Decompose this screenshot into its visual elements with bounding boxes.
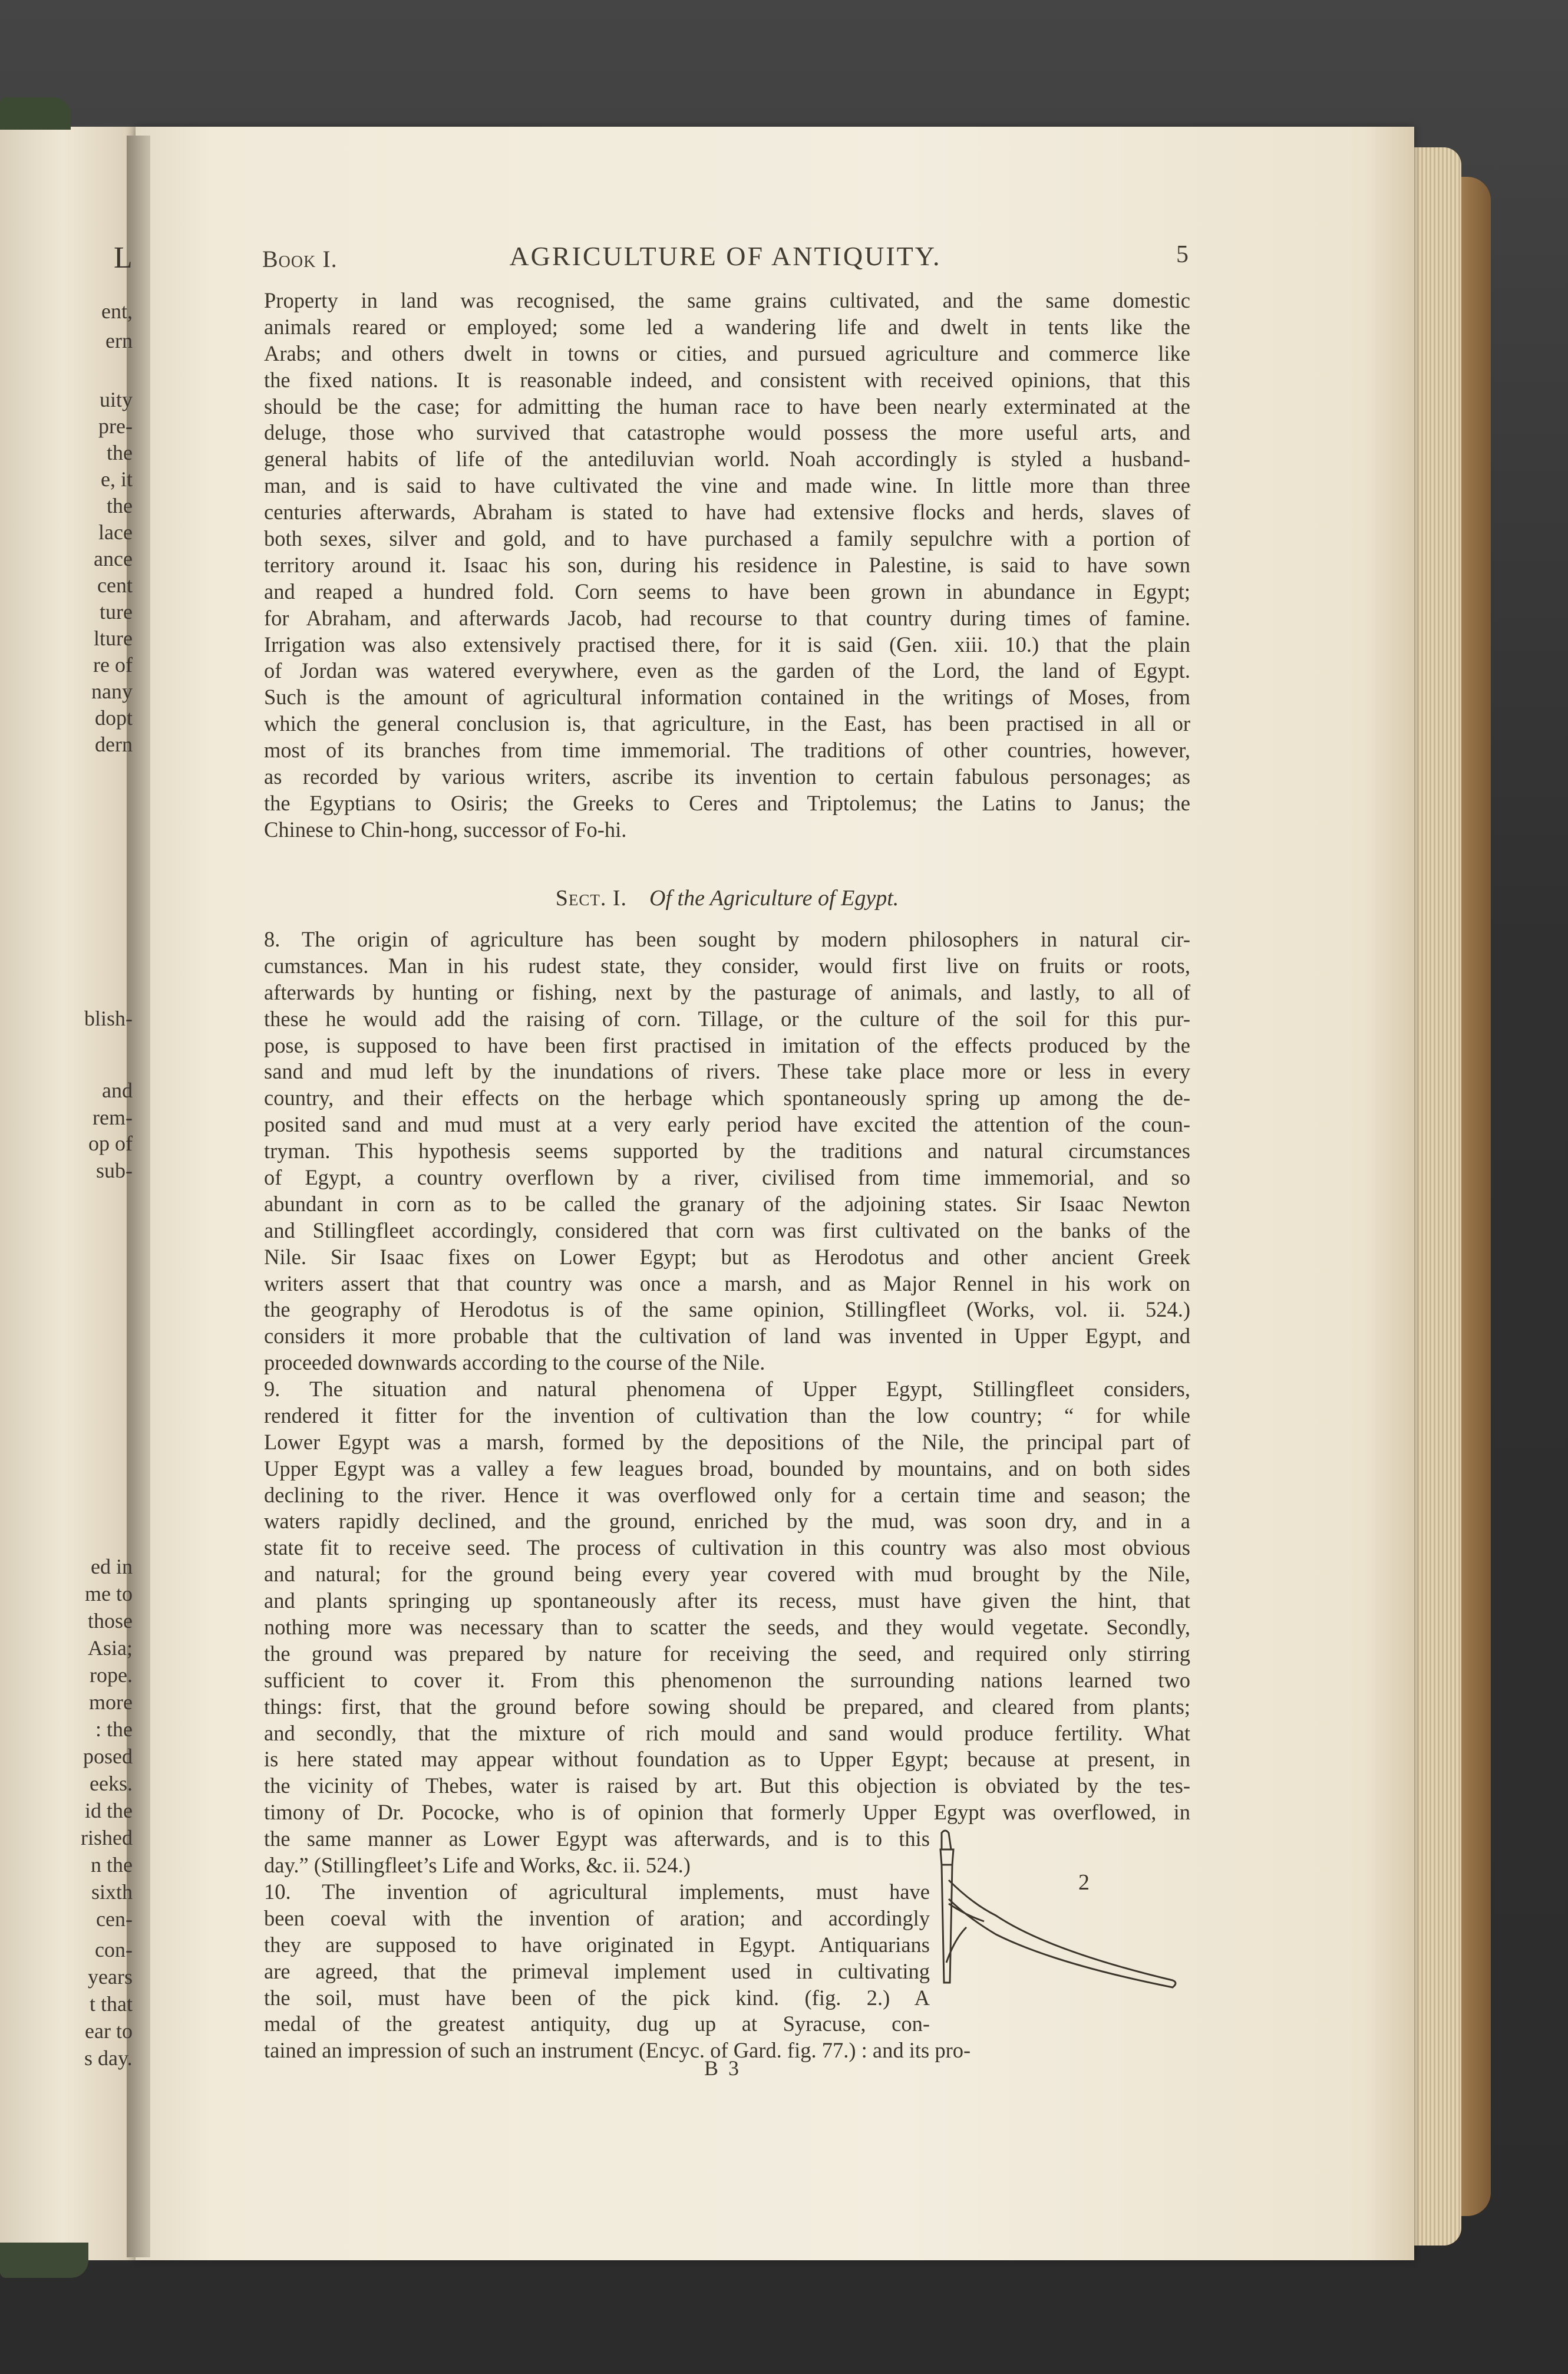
text-line: the same manner as Lower Egypt was afterwards, and is to this [264, 1826, 930, 1851]
paragraph-1 [264, 288, 1190, 843]
section-title: Of the Agriculture of Egypt. [649, 886, 899, 911]
text-line: and secondly, that the mixture of rich mould and sand would produce fertility. What [264, 1720, 1190, 1745]
left-page-fragment: eeks. [90, 1772, 133, 1795]
left-page-header: L [114, 241, 133, 275]
text-line: both sexes, silver and gold, and to have purchased a family sepulchre with a portion of [264, 526, 1190, 551]
binding-ribbon-top [0, 97, 71, 130]
text-line: the geography of Herodotus is of the same opinion, Stillingfleet (Works, vol. ii. 524.) [264, 1297, 1190, 1322]
text-line: afterwards by hunting or fishing, next by the pasturage of animals, and lastly, to all of [264, 980, 1190, 1004]
left-page-fragment: lace [98, 520, 133, 544]
left-page-fragment: ear to [85, 2019, 133, 2043]
text-line: sufficient to cover it. From this phenomenon the surrounding nations learned two [264, 1667, 1190, 1692]
left-page-fragment: ance [94, 547, 133, 571]
text-line: Property in land was recognised, the same grains cultivated, and the same domestic [264, 288, 1190, 312]
left-page-fragment: the [107, 494, 133, 517]
text-line: considers it more probable that the cultivation of land was invented in Upper Egypt, and [264, 1324, 1190, 1348]
text-line: the soil, must have been of the pick kind. (fig. 2.) A [264, 1985, 930, 2010]
text-line: rendered it fitter for the invention of cultivation than the low country; “ for while [264, 1403, 1190, 1427]
left-page-fragment: dern [95, 733, 133, 756]
text-line: 8. The origin of agriculture has been sought by modern philosophers in natural cir- [264, 927, 1190, 951]
left-page-fragment: rope. [90, 1663, 133, 1687]
left-page-fragment: pre- [98, 414, 133, 438]
left-page-fragment: op of [88, 1132, 133, 1155]
text-line: the Egyptians to Osiris; the Greeks to Ceres and Triptolemus; the Latins to Janus; the [264, 790, 1190, 815]
left-page-fragment: rem- [93, 1106, 133, 1129]
left-page-fragment: ern [105, 329, 133, 352]
left-page-fragment: me to [85, 1582, 133, 1605]
text-line: Such is the amount of agricultural information contained in the writings of Moses, from [264, 685, 1190, 710]
left-page-fragment: dopt [95, 706, 133, 730]
text-line: waters rapidly declined, and the ground, enriched by the mud, was soon dry, and in a [264, 1509, 1190, 1534]
left-page-fragment: blish- [84, 1007, 133, 1030]
text-line: abundant in corn as to be called the granary of the adjoining states. Sir Isaac Newton [264, 1191, 1190, 1216]
left-page-fragment: ture [100, 600, 133, 624]
text-line: and reaped a hundred fold. Corn seems to have been grown in abundance in Egypt; [264, 579, 1190, 604]
text-line: Lower Egypt was a marsh, formed by the depositions of the Nile, the principal part of [264, 1429, 1190, 1454]
left-page-fragment: t that [90, 1992, 133, 2016]
running-head-book: Book I. [262, 246, 338, 272]
text-line: deluge, those who survived that catastrophe would possess the more useful arts, and [264, 420, 1190, 445]
left-page-fragment: cent [97, 573, 133, 597]
left-page-fragment: n the [91, 1853, 133, 1877]
text-line: man, and is said to have cultivated the vine and made wine. In little more than three [264, 473, 1190, 498]
text-line: general habits of life of the antediluvian world. Noah accordingly is styled a husband- [264, 447, 1190, 471]
text-line: things: first, that the ground before sowing should be prepared, and cleared from plants; [264, 1694, 1190, 1719]
left-page-fragment: con- [95, 1938, 133, 1961]
text-line: Upper Egypt was a valley a few leagues broad, bounded by mountains, and on both sides [264, 1456, 1190, 1481]
text-line: for Abraham, and afterwards Jacob, had recourse to that country during times of famine. [264, 605, 1190, 630]
text-line: tryman. This hypothesis seems supported by the traditions and natural circumstances [264, 1139, 1190, 1163]
text-line: 10. The invention of agricultural implements, must have [264, 1880, 930, 1904]
running-head-title: AGRICULTURE OF ANTIQUITY. [509, 241, 942, 271]
left-page-fragment: id the [85, 1799, 133, 1822]
left-page-fragment: posed [83, 1745, 133, 1768]
text-line: country, and their effects on the herbage which spontaneously spring up among the de- [264, 1086, 1190, 1110]
left-page-fragment: sixth [91, 1880, 133, 1904]
left-page-fragment: re of [93, 653, 133, 677]
left-page-fragment: more [89, 1690, 133, 1714]
text-line: declining to the river. Hence it was overflowed only for a certain time and season; the [264, 1482, 1190, 1507]
text-line: medal of the greatest antiquity, dug up at Syracuse, con- [264, 2012, 930, 2036]
text-line: these he would add the raising of corn. Tillage, or the culture of the soil for this pur- [264, 1006, 1190, 1031]
left-page-fragment: ent, [101, 299, 133, 323]
page-number: 5 [1176, 241, 1189, 268]
text-line: centuries afterwards, Abraham is stated to have had extensive flocks and herds, slaves of [264, 500, 1190, 525]
section-label: Sect. I. [555, 886, 628, 911]
left-page-fragment: sub- [96, 1159, 133, 1182]
text-line: sand and mud left by the inundations of rivers. These take place more or less in every [264, 1059, 1190, 1084]
text-line: proceeded downwards according to the course of the Nile. [264, 1350, 765, 1375]
left-page-fragment: uity [100, 388, 133, 411]
running-head [262, 240, 1189, 276]
text-line: pose, is supposed to have been first practised in imitation of the effects produced by the [264, 1033, 1190, 1057]
text-line: cumstances. Man in his rudest state, they consider, would first live on fruits or roots, [264, 953, 1190, 978]
signature-mark: B 3 [704, 2056, 742, 2080]
left-page-fragment: Asia; [88, 1636, 133, 1660]
text-line: most of its branches from time immemorial. The traditions of other countries, however, [264, 738, 1190, 763]
text-line: animals reared or employed; some led a wandering life and dwelt in tents like the [264, 314, 1190, 339]
left-page-fragment: years [88, 1965, 133, 1989]
left-page-fragment: cen- [96, 1907, 133, 1931]
text-line: posited sand and mud must at a very early period have excited the attention of the coun- [264, 1112, 1190, 1137]
text-line: as recorded by various writers, ascribe its invention to certain fabulous personages; as [264, 764, 1190, 789]
left-page-fragment: s day. [84, 2046, 133, 2070]
text-line: are agreed, that the primeval implement used in cultivating [264, 1958, 930, 1983]
text-line: should be the case; for admitting the human race to have been nearly exterminated at the [264, 394, 1190, 418]
paragraph-8 [264, 926, 1190, 1376]
text-line: is here stated may appear without foundation as to Upper Egypt; because at present, in [264, 1747, 1190, 1772]
left-page-fragment: : the [95, 1717, 133, 1741]
text-line: tained an impression of such an instrument (Encyc. of Gard. fig. 77.) : and its pro- [264, 2038, 971, 2063]
left-page-fragment: those [88, 1609, 133, 1633]
text-line: Arabs; and others dwelt in towns or cities, and pursued agriculture and commerce like [264, 341, 1190, 365]
text-line: timony of Dr. Pococke, who is of opinion that formerly Upper Egypt was overflowed, in [264, 1800, 1190, 1825]
text-line: state fit to receive seed. The process of cultivation in this country was also most obvious [264, 1535, 1190, 1560]
text-line: and natural; for the ground being every year covered with mud brought by the Nile, [264, 1562, 1190, 1587]
pick-implement-icon [931, 1827, 1190, 2016]
text-line: Irrigation was also extensively practised there, for it is said (Gen. xiii. 10.) that the plain [264, 632, 1190, 657]
text-line: day.” (Stillingfleet’s Life and Works, &c. ii. 524.) [264, 1853, 691, 1878]
left-page-fragment: lture [94, 627, 133, 650]
left-page-fragment: ed in [91, 1555, 133, 1578]
figure-number: 2 [1078, 1870, 1090, 1895]
section-heading [264, 885, 1190, 911]
paragraph-9 [264, 1376, 1190, 1879]
left-page-fragment: nany [91, 680, 133, 703]
text-line: nothing more was necessary than to scatter the seeds, and they would vegetate. Secondly, [264, 1615, 1190, 1640]
left-page-fragment: the [107, 441, 133, 464]
text-line: writers assert that that country was once a marsh, and as Major Rennel in his work on [264, 1271, 1190, 1295]
text-line: the vicinity of Thebes, water is raised by art. But this objection is obviated by the tes- [264, 1773, 1190, 1798]
left-page-fragment: e, it [101, 467, 133, 491]
text-line: of Egypt, a country overflown by a river, civilised from time immemorial, and so [264, 1165, 1190, 1190]
text-line: the fixed nations. It is reasonable indeed, and consistent with received opinions, that this [264, 367, 1190, 392]
text-line: and Stillingfleet accordingly, considered that corn was first cultivated on the banks of the [264, 1218, 1190, 1242]
text-line: and plants springing up spontaneously after its recess, must have given the hint, that [264, 1588, 1190, 1613]
left-page-fragment: rished [81, 1826, 133, 1849]
text-line: they are supposed to have originated in Egypt. Antiquarians [264, 1932, 930, 1957]
text-line: the ground was prepared by nature for receiving the seed, and required only stirring [264, 1641, 1190, 1666]
figure-2 [931, 1827, 1190, 2016]
text-line: territory around it. Isaac his son, during his residence in Palestine, is said to have sown [264, 552, 1190, 577]
text-line: Chinese to Chin-hong, successor of Fo-hi. [264, 817, 627, 842]
text-line: 9. The situation and natural phenomena of Upper Egypt, Stillingfleet considers, [264, 1377, 1190, 1401]
left-page-fragment: and [102, 1079, 133, 1102]
text-line: Nile. Sir Isaac fixes on Lower Egypt; but as Herodotus and other ancient Greek [264, 1244, 1190, 1269]
text-line: of Jordan was watered everywhere, even as the garden of the Lord, the land of Egypt. [264, 658, 1190, 683]
text-line: been coeval with the invention of aration; and accordingly [264, 1905, 930, 1930]
binding-ribbon-bottom [0, 2243, 88, 2278]
text-line: which the general conclusion is, that agriculture, in the East, has been practised in all or [264, 711, 1190, 736]
